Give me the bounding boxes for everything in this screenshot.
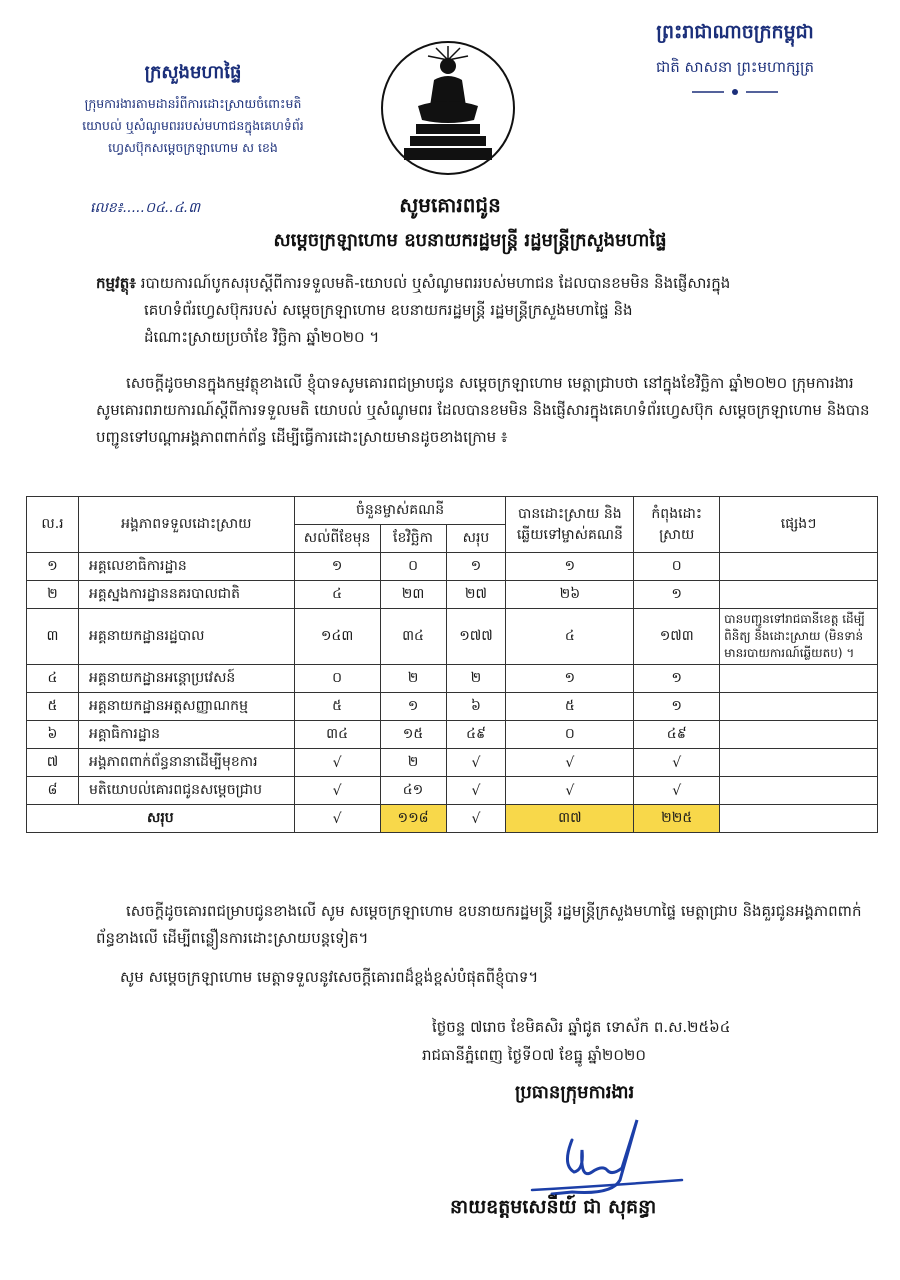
cell-agency: អគ្គាធិការដ្ឋាន [78,721,294,749]
closing-paragraph: សេចក្តីដូចគោរពជម្រាបជូនខាងលើ សូម សម្តេចក្រឡាហោម ឧបនាយករដ្ឋមន្ត្រី រដ្ឋមន្ត្រីក្រសួងមហាផ្ទៃ មេត្តាជ្រាប និងគួរជូនអង្គភាពពាក់ព័ន្ធខាងលើ ដើម្បីពន្លឿនការដោះស្រាយបន្តទៀត។ [96,902,862,947]
document-number: លេខ៖.....០៤..៤.៣ [90,200,201,216]
cell-month: ១ [380,693,446,721]
cell-month: ៤១ [380,777,446,805]
subject-paragraph [96,270,866,351]
cell-solved: √ [506,749,634,777]
cell-agency: អគ្គលេខាធិការដ្ឋាន [78,553,294,581]
cell-agency: អគ្គស្នងការដ្ឋាននគរបាលជាតិ [78,581,294,609]
cell-total: √ [446,777,506,805]
subject-text: ដំណោះស្រាយប្រចាំខែ វិច្ឆិកា ឆ្នាំ២០២០ ។ [144,328,380,346]
national-motto: ជាតិ សាសនា ព្រះមហាក្សត្រ [655,58,815,76]
total-note [720,805,878,833]
cell-note [720,693,878,721]
cell-prev: √ [294,777,380,805]
table-row [27,777,878,805]
salutation: សូមគោរពជូន [399,193,501,217]
report-table [26,496,878,833]
column-header-agency: អង្គភាពទទួលដោះស្រាយ [78,497,294,553]
total-label: សរុប [27,805,295,833]
cell-pending: √ [634,777,720,805]
date-lunar: ថ្ងៃចន្ទ ៧រោច ខែមិគសិរ ឆ្នាំជូត ទោស័ក ព.ស.២៥៦៤ [432,1018,731,1036]
cell-month: ៣៤ [380,609,446,665]
cell-no: ៨ [27,777,79,805]
cell-note [720,665,878,693]
cell-pending: ០ [634,553,720,581]
total-month: ១១៨ [380,805,446,833]
cell-pending: ៤៩ [634,721,720,749]
table-row [27,553,878,581]
table-header-row [27,497,878,525]
cell-no: ២ [27,581,79,609]
cell-prev: ៤ [294,581,380,609]
table-row [27,581,878,609]
column-header-total: សរុប [446,525,506,553]
recipient-title: សម្តេចក្រឡាហោម ឧបនាយករដ្ឋមន្ត្រី រដ្ឋមន្ត្រីក្រសួងមហាផ្ទៃ [273,230,667,251]
cell-no: ៣ [27,609,79,665]
table-row [27,749,878,777]
cell-note: បានបញ្ជូនទៅរាជធានីខេត្ត ដើម្បីពិនិត្យ និងដោះស្រាយ (មិនទាន់មានរបាយការណ៍ឆ្លើយតប) ។ [720,609,878,665]
total-total: √ [446,805,506,833]
cell-month: ២ [380,749,446,777]
intro-paragraph: សេចក្តីដូចមានក្នុងកម្មវត្ថុខាងលើ ខ្ញុំបាទសូមគោរពជម្រាបជូន សម្តេចក្រឡាហោម មេត្តាជ្រាបថា នៅក្នុងខែវិច្ឆិកា ឆ្នាំ២០២០ ក្រុមការងារសូមគោរពរាយការណ៍ស្តីពីការទទួលមតិ យោបល់ ឬសំណូមពរ ដែលបានខមមិន និងផ្ញើសារក្នុងគេហទំព័រហ្វេសប៊ុក សម្តេចក្រឡាហោម និងបានបញ្ជូនទៅបណ្តាអង្គភាពពាក់ព័ន្ធ ដើម្បីធ្វើការដោះស្រាយមានដូចខាងក្រោម ៖ [96,374,870,446]
table-body [27,553,878,805]
cell-prev: √ [294,749,380,777]
table-row [27,721,878,749]
cell-pending: ១ [634,665,720,693]
cell-total: ២ [446,665,506,693]
table-row [27,693,878,721]
column-header-month: ខែវិច្ឆិកា [380,525,446,553]
cell-total: ៦ [446,693,506,721]
workgroup-name [78,93,308,159]
signatory-name: នាយឧត្តមសេនីយ៍ ជា សុគន្ធា [450,1196,657,1218]
cell-no: ១ [27,553,79,581]
cell-total: ២៧ [446,581,506,609]
column-header-comments: ចំនួនម្ចាស់គណនី [294,497,506,525]
column-header-other: ផ្សេងៗ [720,497,878,553]
cell-solved: ១ [506,553,634,581]
cell-solved: ៥ [506,693,634,721]
total-prev: √ [294,805,380,833]
cell-solved: ០ [506,721,634,749]
table-row [27,665,878,693]
subject-text: របាយការណ៍បូកសរុបស្តីពីការទទួលមតិ-យោបល់ ឬសំណូមពររបស់មហាជន ដែលបានខមមិន និងផ្ញើសារក្នុង [135,274,731,292]
ministry-header [78,60,308,159]
cell-no: ៤ [27,665,79,693]
date-solar: រាជធានីភ្នំពេញ ថ្ងៃទី០៧ ខែធ្នូ ឆ្នាំ២០២០ [422,1046,646,1064]
signatory-title: ប្រធានក្រុមការងារ [515,1082,635,1103]
cell-note [720,721,878,749]
cell-no: ៧ [27,749,79,777]
cell-agency: មតិយោបល់គោរពជូនសម្តេចជ្រាប [78,777,294,805]
workgroup-line: ក្រុមការងារតាមដានរំពីការដោះស្រាយចំពោះមតិ [84,96,302,111]
cell-agency: អគ្គនាយកដ្ឋានរដ្ឋបាល [78,609,294,665]
cell-month: ០ [380,553,446,581]
cell-total: ១៧៧ [446,609,506,665]
table-row [27,609,878,665]
cell-pending: ១ [634,693,720,721]
subject-text: គេហទំព័រហ្វេសប៊ុករបស់ សម្តេចក្រឡាហោម ឧបនាយករដ្ឋមន្ត្រី រដ្ឋមន្ត្រីក្រសួងមហាផ្ទៃ និង [144,301,633,319]
ministry-emblem-icon [378,36,518,186]
request-paragraph: សូម សម្តេចក្រឡាហោម មេត្តាទទួលនូវសេចក្តីគោរពដ៏ខ្ពង់ខ្ពស់បំផុតពីខ្ញុំបាទ។ [120,968,539,986]
cell-note [720,777,878,805]
total-solved: ៣៧ [506,805,634,833]
cell-note [720,553,878,581]
cell-prev: ១៤៣ [294,609,380,665]
kingdom-title: ព្រះរាជាណាចក្រកម្ពុជា [656,21,814,43]
cell-solved: ១ [506,665,634,693]
cell-prev: ១ [294,553,380,581]
cell-month: ២៣ [380,581,446,609]
cell-total: ៤៩ [446,721,506,749]
cell-month: ១៥ [380,721,446,749]
handwritten-signature-icon [512,1110,692,1200]
column-header-no: ល.រ [27,497,79,553]
cell-prev: ៥ [294,693,380,721]
cell-no: ៥ [27,693,79,721]
table-total-row [27,805,878,833]
cell-prev: ០ [294,665,380,693]
cell-solved: ២៦ [506,581,634,609]
cell-pending: √ [634,749,720,777]
cell-total: √ [446,749,506,777]
cell-agency: អគ្គនាយកដ្ឋានអន្តោប្រវេសន៍ [78,665,294,693]
cell-agency: អគ្គនាយកដ្ឋានអត្តសញ្ញាណកម្ម [78,693,294,721]
workgroup-line: ហ្វេសប៊ុកសម្តេចក្រឡាហោម ស ខេង [108,140,278,155]
cell-solved: ៤ [506,609,634,665]
total-pending: ២២៥ [634,805,720,833]
cell-pending: ១៧៣ [634,609,720,665]
cell-solved: √ [506,777,634,805]
cell-note [720,581,878,609]
cell-month: ២ [380,665,446,693]
cell-prev: ៣៤ [294,721,380,749]
ornament-divider-icon [690,86,780,98]
cell-total: ១ [446,553,506,581]
subject-label: កម្មវត្ថុ៖ [96,274,136,292]
workgroup-line: យោបល់ ឬសំណូមពររបស់មហាជនក្នុងគេហទំព័រ [82,118,304,133]
cell-no: ៦ [27,721,79,749]
cell-agency: អង្គភាពពាក់ព័ន្ធនានាដើម្បីមុខការ [78,749,294,777]
column-header-prev: សល់ពីខែមុន [294,525,380,553]
column-header-solved: បានដោះស្រាយ និងឆ្លើយទៅម្ចាស់គណនី [506,497,634,553]
ministry-name: ក្រសួងមហាផ្ទៃ [144,62,242,83]
column-header-pending: កំពុងដោះស្រាយ [634,497,720,553]
kingdom-header [610,20,860,98]
cell-pending: ១ [634,581,720,609]
cell-note [720,749,878,777]
